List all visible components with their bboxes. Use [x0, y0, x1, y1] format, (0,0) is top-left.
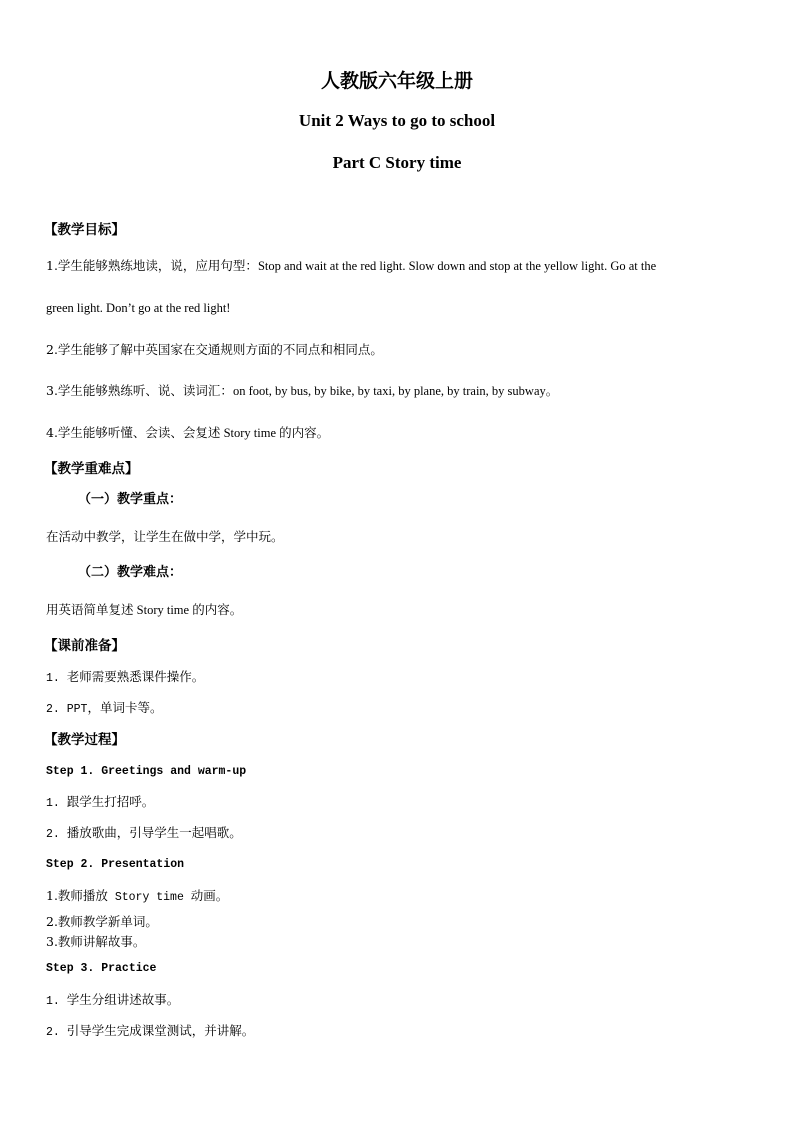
objectives-heading: 【教学目标】	[44, 222, 125, 238]
preparation-item-1-text: 老师需要熟悉课件操作。	[66, 669, 205, 684]
difficulty-cn: 用英语简单复述	[46, 602, 134, 617]
focus-label: （一）教学重点：	[78, 492, 183, 507]
step-3-item-2-text: 引导学生完成课堂测试，并讲解。	[66, 1023, 255, 1038]
objective-item-4-cn: 4.学生能够听懂、会读、会复述	[46, 425, 221, 440]
step-1-item-1-text: 跟学生打招呼。	[66, 794, 155, 809]
step-1-title: Step 1. Greetings and warm-up	[46, 765, 247, 778]
step-1-item-1-num: 1.	[46, 797, 67, 810]
step-1-item-2-num: 2.	[46, 828, 67, 841]
objective-item-1	[46, 258, 656, 274]
objective-item-3-cn: 3.学生能够熟练听、说、读词汇：	[46, 383, 233, 398]
difficulty-label: （二）教学难点：	[78, 565, 183, 580]
objective-item-1-continued	[46, 300, 230, 316]
preparation-item-1-num: 1.	[46, 672, 67, 685]
unit-title: Unit 2 Ways to go to school	[298, 111, 496, 130]
focus-text: 在活动中教学，让学生在做中学，学中玩。	[46, 529, 284, 544]
objective-item-4-end: 的内容。	[279, 425, 330, 440]
step-2-item-1-end: 动画。	[190, 888, 229, 903]
preparation-heading: 【课前准备】	[44, 638, 125, 654]
step-3-title: Step 3. Practice	[46, 962, 157, 975]
difficulty-end: 的内容。	[192, 602, 243, 617]
step-1-item-1	[46, 794, 154, 812]
step-2-item-3: 3.教师讲解故事。	[46, 934, 146, 949]
objective-item-4-en: Story time	[220, 426, 280, 440]
preparation-item-2-num: 2.	[46, 703, 67, 716]
objective-item-3-end: 。	[545, 383, 559, 398]
step-2-item-1-cn: 1.教师播放	[46, 888, 108, 903]
objective-item-1-cn: 1.学生能够熟练地读，说，应用句型：	[46, 258, 258, 273]
preparation-item-1	[46, 669, 204, 687]
step-3-item-1-num: 1.	[46, 995, 67, 1008]
step-1-item-2-text: 播放歌曲，引导学生一起唱歌。	[66, 825, 242, 840]
preparation-item-2	[46, 700, 162, 718]
difficulty-text	[46, 602, 242, 618]
step-3-item-1	[46, 992, 179, 1010]
preparation-item-2-text: ，单词卡等。	[87, 700, 163, 715]
preparation-item-2-en: PPT	[66, 703, 88, 716]
step-1-item-2	[46, 825, 242, 843]
objective-item-1-cont: green light. Don’t go at the red light!	[46, 301, 231, 315]
objective-item-3	[46, 383, 558, 399]
objective-item-1-en: Stop and wait at the red light. Slow down and stop at the yellow light. Go at the	[257, 259, 657, 273]
step-3-item-2	[46, 1023, 254, 1041]
part-title: Part C Story time	[332, 153, 462, 172]
step-2-item-1	[46, 888, 228, 906]
keypoints-heading: 【教学重难点】	[44, 461, 139, 477]
step-3-item-2-num: 2.	[46, 1026, 67, 1039]
book-title: 人教版六年级上册	[320, 71, 473, 92]
objective-item-3-en: on foot, by bus, by bike, by taxi, by plane, by train, by subway	[232, 384, 546, 398]
objective-item-2: 2.学生能够了解中英国家在交通规则方面的不同点和相同点。	[46, 342, 383, 357]
step-2-item-1-en: Story time	[107, 891, 191, 904]
process-heading: 【教学过程】	[44, 732, 125, 748]
step-2-title: Step 2. Presentation	[46, 858, 185, 871]
objective-item-4	[46, 425, 329, 441]
difficulty-en: Story time	[133, 603, 193, 617]
step-2-item-2: 2.教师教学新单词。	[46, 914, 158, 929]
step-3-item-1-text: 学生分组讲述故事。	[66, 992, 180, 1007]
